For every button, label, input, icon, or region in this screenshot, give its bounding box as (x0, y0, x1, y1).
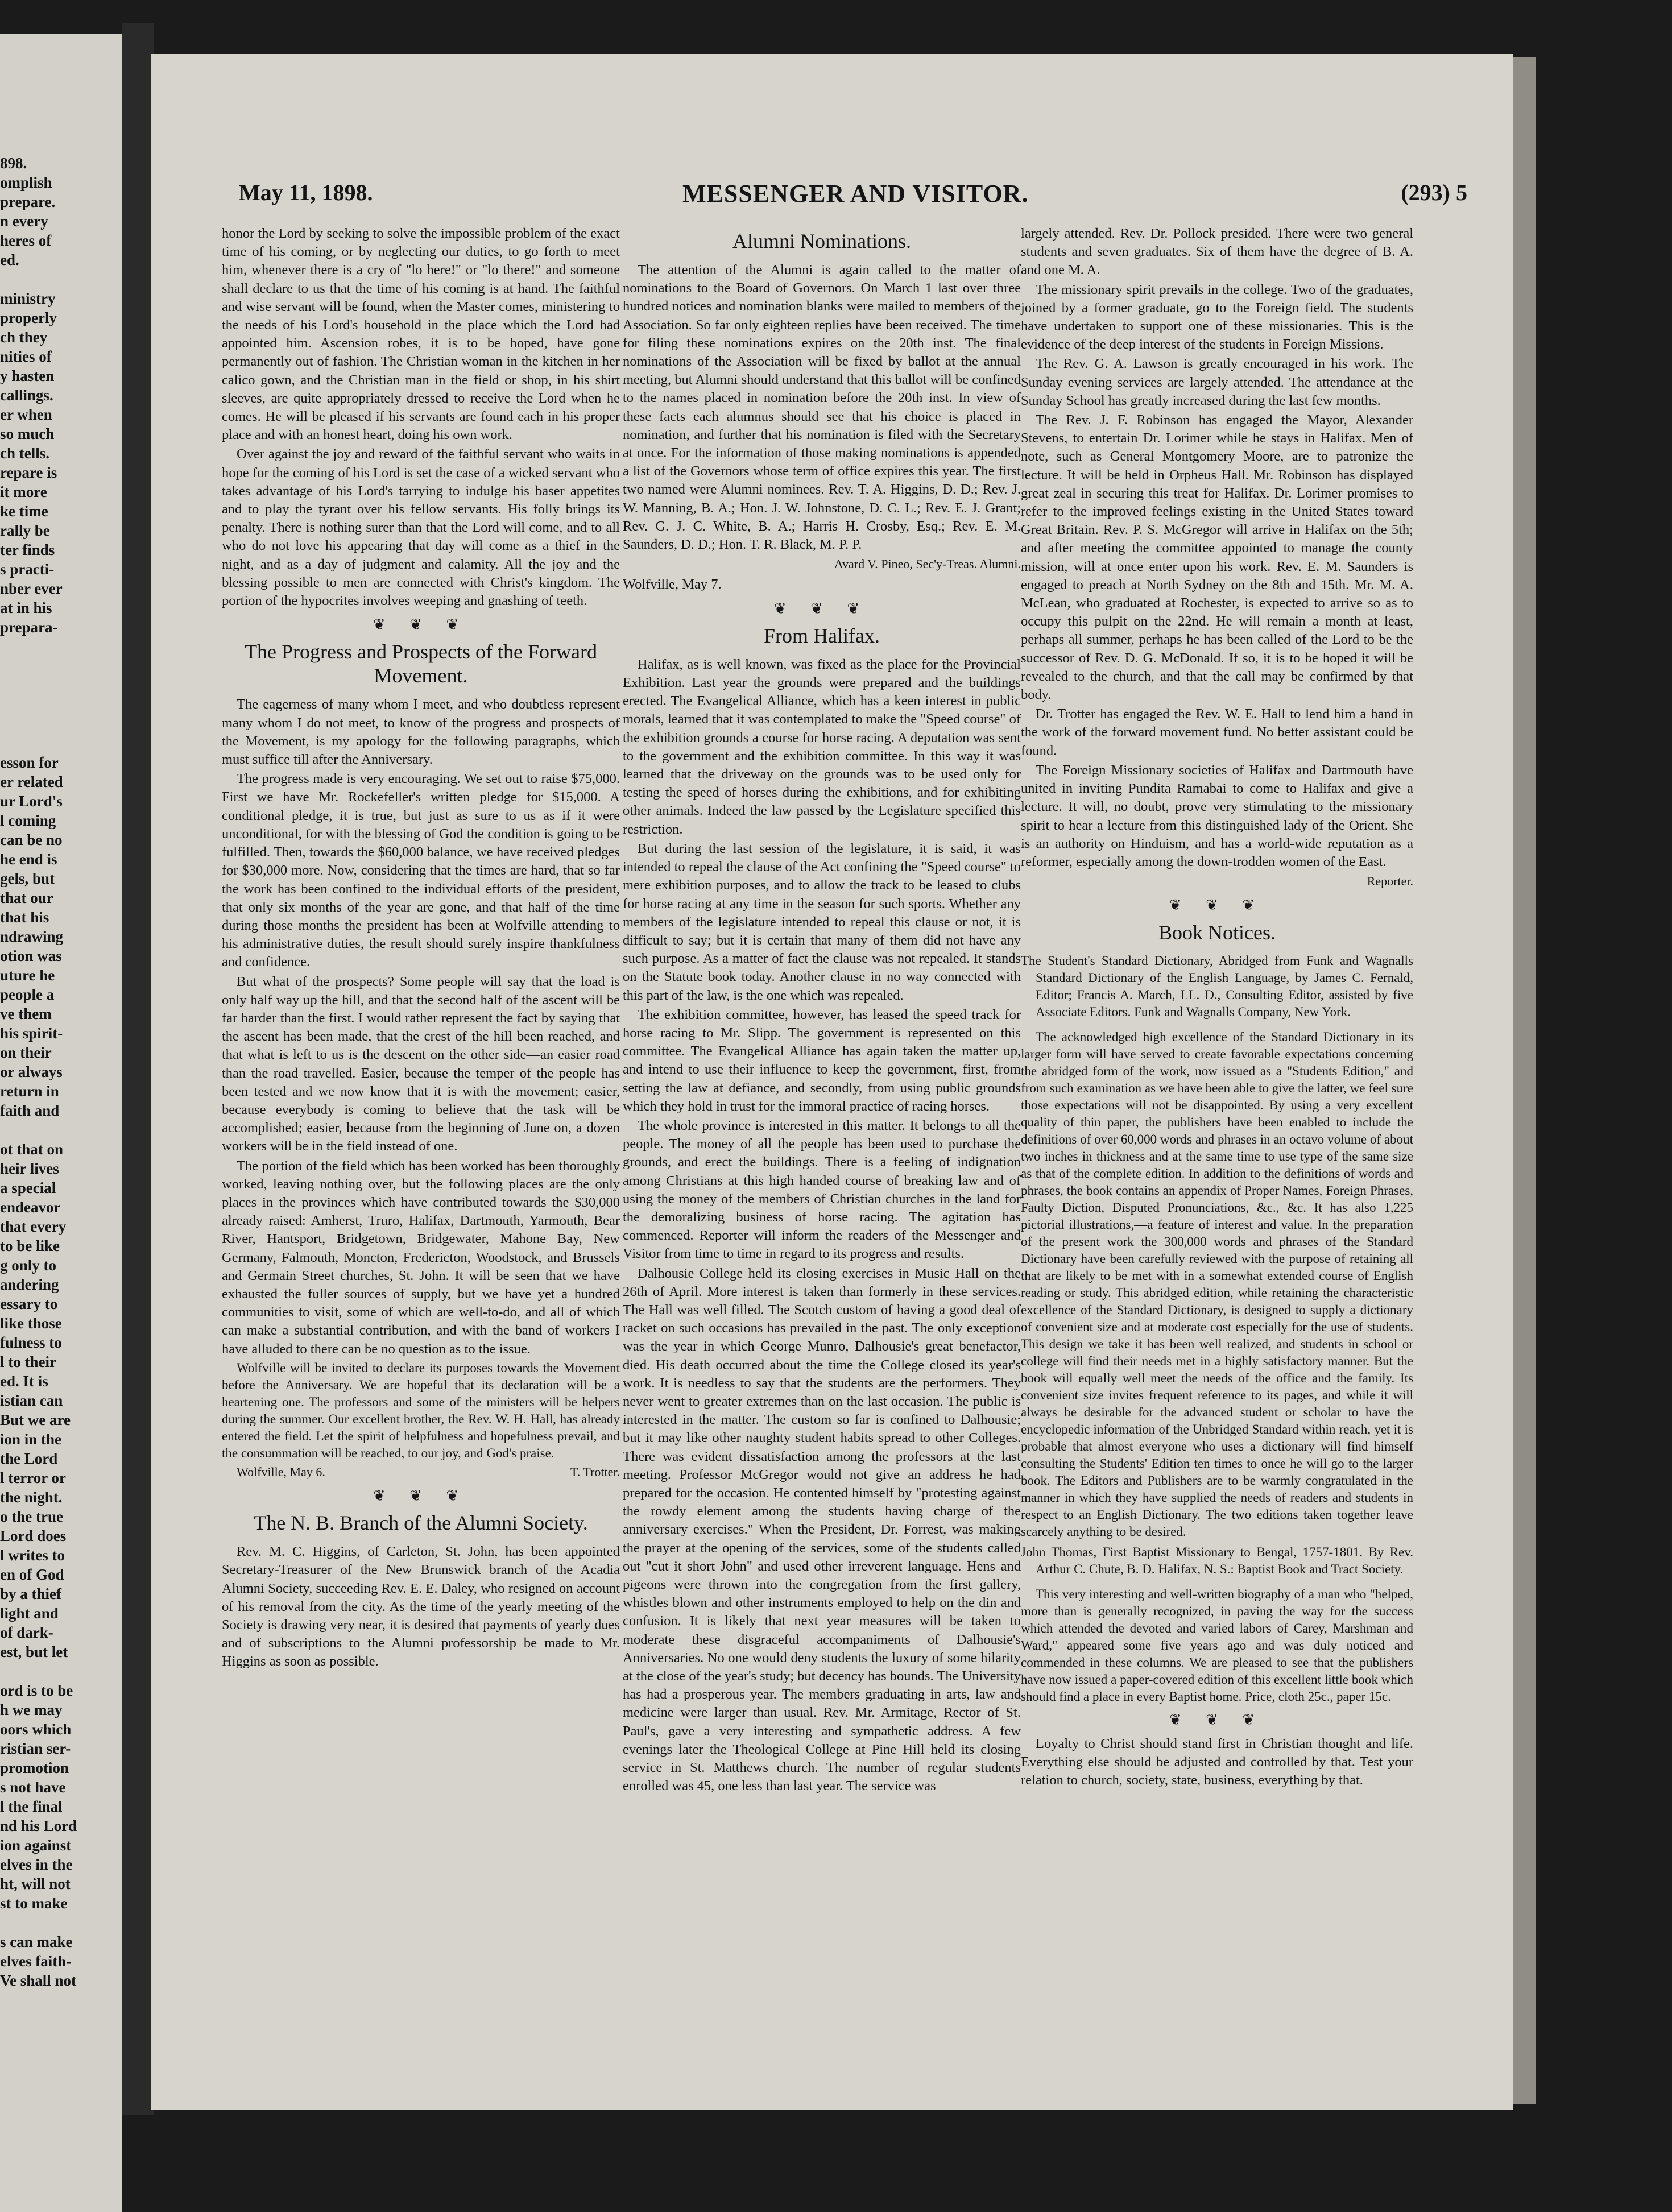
left-page-line: that his (0, 909, 49, 926)
left-page-line: g only to (0, 1257, 57, 1274)
left-page-line: ion against (0, 1837, 72, 1854)
left-page-line: l to their (0, 1353, 56, 1370)
article-signature: Reporter. (1367, 874, 1413, 889)
left-page-line: est, but let (0, 1643, 68, 1660)
left-page-line: s not have (0, 1779, 66, 1796)
article-paragraph: But what of the prospects? Some people will say that the load is only half way up the hill, and that the second half of the ascent will be far harder than the first. I would rather represent the fact by saying that the ascent has been made, that the crest of the hill been reached, and that what is left to us is the descent on the other side—an easier road than the road travelled. Easier, because the temper of the people has been tested and we now know that it is with the movement; easier, because everybody is coming to believe that the task will be accomplished; easier, because from the beginning of June on, a dozen workers will be in the field instead of one. (222, 974, 620, 1154)
left-page-line: ur Lord's (0, 793, 63, 810)
left-page-line (0, 1662, 122, 1681)
left-page-line: l the final (0, 1798, 63, 1815)
signature-place: Wolfville, May 7. (623, 577, 722, 593)
left-page-line: heres of (0, 232, 52, 249)
left-page-line: st to make (0, 1895, 68, 1912)
left-page-line: prepara- (0, 619, 58, 636)
newspaper-page (151, 54, 1513, 2110)
book-gutter (122, 23, 154, 2115)
article-paragraph: largely attended. Rev. Dr. Pollock presided. There were two general students and seven graduates. Six of them have the degree of B. A. and one M. A. (1021, 226, 1413, 278)
article-heading-halifax: From Halifax. (764, 624, 880, 647)
left-page-line: But we are (0, 1411, 71, 1428)
left-page-line: ord is to be (0, 1682, 73, 1699)
article-paragraph: The Rev. J. F. Robinson has engaged the Mayor, Alexander Stevens, to entertain Dr. Lorimer while he stays in Halifax. Men of note, such as General Montgomery Moore, are to patronize the lecture. It will be held in Orpheus Hall. Mr. Robinson has displayed great zeal in securing this treat for Halifax. Dr. Lorimer promises to refer to the improved feelings existing in the United States toward Great Britain. Rev. P. S. McGregor will arrive in Halifax on the 5th; and after meeting the committee appointed to manage the county mission, will at once enter upon his work. Rev. E. M. Saunders is engaged to preach at North Sydney on the 8th and 15th. Mr. M. A. McLean, who graduated at Rochester, is expected to arrive so as to occupy this pulpit on the 22nd. He will remain a month at least, perhaps all summer, perhaps he has been called of the Lord to be the successor of Rev. D. G. McDonald. If so, it is to be hoped it will be revealed to the church, and that the call may be confirmed by that body. (1021, 412, 1413, 703)
left-page-line: ion in the (0, 1431, 62, 1448)
left-page-line: uture he (0, 967, 55, 984)
section-ornament: ❦ ❦ ❦ (1169, 1711, 1265, 1728)
article-heading-forward-movement: The Progress and Prospects of the Forward Movement. (245, 640, 597, 687)
left-page-line: promotion (0, 1759, 69, 1776)
left-page-line: or always (0, 1063, 63, 1080)
left-page-line (0, 270, 122, 289)
left-page-line: istian can (0, 1392, 63, 1409)
article-paragraph: The Rev. G. A. Lawson is greatly encouraged in his work. The Sunday evening services are largely attended. The attendance at the Sunday School has greatly increased during the last few months. (1021, 356, 1413, 408)
left-page-line: nber ever (0, 580, 63, 597)
left-page-line: to be like (0, 1237, 60, 1254)
section-ornament: ❦ ❦ ❦ (1169, 897, 1265, 914)
page-edge (1513, 57, 1536, 2104)
left-page-line: o the true (0, 1508, 63, 1525)
left-page-line: that our (0, 889, 53, 906)
masthead-title: MESSENGER AND VISITOR. (682, 180, 1029, 208)
left-page-line: he end is (0, 851, 57, 868)
left-page-line: repare is (0, 464, 57, 481)
left-page-line: at in his (0, 599, 52, 616)
book-title-entry: John Thomas, First Baptist Missionary to Bengal, 1757-1801. By Rev. Arthur C. Chute, B. D. Halifax, N. S.: Baptist Book and Tract Society. (1021, 1544, 1413, 1576)
left-page-line: ndrawing (0, 928, 64, 945)
article-paragraph: The eagerness of many whom I meet, and who doubtless represent many whom I do not meet, to know of the progress and prospects of the Movement, is my apology for the following paragraphs, which must suffice till after the Anniversary. (222, 697, 620, 768)
article-paragraph: The acknowledged high excellence of the Standard Dictionary in its larger form will have served to create favorable expectations concerning the abridged form of the work, now issued as a "Students Edition," and from such examination as we have been able to give the latter, we feel sure those expectations will not be disappointed. By using a very excellent quality of thin paper, the publishers have been enabled to include the definitions of over 60,000 words and phrases in an octavo volume of about two inches in thickness and at the same time to use type of the same size as that of the complete edition. In addition to the definitions of words and phrases, the book contains an appendix of Proper Names, Foreign Phrases, Faulty Diction, Disputed Pronunciations, &c., &c. It has also 1,225 pictorial illustrations,—a feature of interest and value. In the preparation of the present work the 300,000 words and phrases of the Standard Dictionary have been carefully reviewed with the purpose of retaining all that are likely to be met with in a somewhat extended course of English reading or study. This abridged edition, while retaining the characteristic excellence of the Standard Dictionary, is designed to supply a dictionary of convenient size and at moderate cost especially for the use of students. This design we take it has been well realized, and students in school or college will find their needs met in a highly satisfactory manner. But the book will equally well meet the needs of the office and the family. Its convenient size invites frequent reference to its pages, and while it will always be desirable for the advanced student or scholar to have the encyclopedic information of the Unbridged Standard within reach, yet it is probable that almost everyone who uses a dictionary will find himself consulting the Students' Edition ten times to once he will go to the larger book. The Editors and Publishers are to be warmly congratulated in the manner in which they have supplied the needs of readers and students in respect to an English Dictionary. The two editions taken together leave scarcely anything to be desired. (1021, 1029, 1413, 1539)
left-page-line: by a thief (0, 1585, 61, 1602)
page-header (239, 179, 1467, 219)
article-paragraph: The missionary spirit prevails in the college. Two of the graduates, joined by a former graduate, go to the Foreign field. The students have undertaken to support one of these missionaries. This is the evidence of the deep interest of the students in Foreign Missions. (1021, 281, 1413, 353)
left-page-line: of dark- (0, 1624, 53, 1641)
left-page-line: er when (0, 406, 52, 423)
article-paragraph: The attention of the Alumni is again called to the matter of nominations to the Board of Governors. On March 1 last over three hundred notices and nomination blanks were mailed to members of the Association. So far only eighteen replies have been received. The time for filing these nominations expires on the 20th inst. The final nominations of the Association will be fixed by ballot at the annual meeting, but Alumni should understand that this ballot will be confined to the names placed in nomination before the 20th inst. In view of these facts each alumnus should see that his choice is placed in nomination, and further that his nomination is filed with the Secretary at once. For the information of those making nominations is appended a list of the Governors whose term of office expires this year. The first two named were Alumni nominees. Rev. T. A. Higgins, D. D.; Rev. J. W. Manning, B. A.; Hon. J. W. Johnstone, D. C. L.; Rev. E. J. Grant; Rev. G. J. C. White, B. A.; Harris H. Crosby, Esq.; Rev. E. M. Saunders, D. D.; Hon. T. R. Black, M. P. P. (623, 262, 1021, 553)
left-page-line: so much (0, 425, 55, 442)
article-paragraph: This very interesting and well-written biography of a man who "helped, more than is generally recognized, in paving the way for the success which attended the devoted and varied labors of Carey, Marshman and Ward," appeared some five years ago and was duly noticed and commended in these columns. We are pleased to see that the publishers have now issued a paper-covered edition of this excellent little book which should find a place in every Baptist home. Price, cloth 25c., paper 15c. (1021, 1586, 1413, 1704)
article-paragraph: Dr. Trotter has engaged the Rev. W. E. Hall to lend him a hand in the work of the forward movement fund. No better assistant could be found. (1021, 706, 1413, 759)
article-paragraph: Over against the joy and reward of the faithful servant who waits in hope for the coming of his Lord is set the case of a wicked servant who takes advantage of his Lord's tarrying to indulge his baser appetites and to play the tyrant over his fellow servants. His folly brings its penalty. There is nothing surer than that the Lord will come, and to all who do not love his appearing that day will come as a thief in the night, and as a day of judgment and calamity. All the joy and the blessing possible to men are connected with Christ's kingdom. The portion of the hypocrites involves weeping and gnashing of teeth. (222, 446, 620, 609)
left-page-line: nities of (0, 348, 52, 365)
left-page-line: properly (0, 309, 57, 326)
left-page-line: gels, but (0, 870, 55, 887)
column-3 (1021, 225, 1413, 1791)
left-page-line: oors which (0, 1721, 72, 1738)
left-page-line: callings. (0, 387, 53, 404)
left-page-line: ministry (0, 290, 56, 307)
left-page-line (0, 1913, 122, 1932)
article-signature (222, 1463, 620, 1481)
left-page-line: 898. (0, 155, 27, 172)
article-paragraph: Rev. M. C. Higgins, of Carleton, St. John, has been appointed Secretary-Treasurer of the New Brunswick branch of the Acadia Alumni Society, succeeding Rev. E. E. Daley, who resigned on account of his removal from the city. As the time of the yearly meeting of the Society is drawing very near, it is desired that payments of yearly dues and of subscriptions to the Alumni professorship be made to Mr. Higgins as soon as possible. (222, 1544, 620, 1670)
left-page-line: rally be (0, 522, 50, 539)
left-page-line: Lord does (0, 1527, 67, 1544)
left-page-line: can be no (0, 831, 63, 848)
left-page-line (0, 1120, 122, 1140)
left-page-line: faith and (0, 1102, 60, 1119)
left-page-line: l writes to (0, 1547, 65, 1564)
left-page-line: light and (0, 1605, 59, 1622)
left-page-line (0, 637, 122, 656)
article-paragraph: The Foreign Missionary societies of Halifax and Dartmouth have united in inviting Pundita Ramabai to come to Halifax and give a lecture. It will, no doubt, prove very stimulating to the missionary spirit to hear a lecture from this distinguished lady of the Orient. She is an authority on Hinduism, and has a world-wide reputation as a reformer, especially among the down-trodden women of the East. (1021, 762, 1413, 869)
left-page-line (0, 695, 122, 714)
left-page-line: esson for (0, 754, 59, 771)
article-paragraph: The portion of the field which has been worked has been thoroughly worked, leaving nothing over, but the following places are the only places in the provinces which have contributed towards the $30,000 already raised: Amherst, Truro, Halifax, Dartmouth, Yarmouth, Bear River, Hantsport, Bridgetown, Bridgewater, Mahone Bay, New Germany, Falmouth, Moncton, Fredericton, Woodstock, and Brussels and Germain Street churches, St. John. It will be seen that we have exhausted the fuller sources of supply, but we have yet a hundred communities to visit, some of which are well-to-do, and all of which can make a substantial contribution, and with the band of workers I have alluded to there can be no question as to the issue. (222, 1158, 620, 1357)
article-paragraph: Halifax, as is well known, was fixed as the place for the Provincial Exhibition. Last year the grounds were prepared and the buildings erected. The Evangelical Alliance, which has a keen interest in public morals, learned that it was contemplated to make the "Speed course" of the exhibition grounds a course for horse racing. A deputation was sent to the government and the exhibition committee. In this way it was learned that the driveway on the grounds was to be used only for testing the speed of horses during the exhibitions, and for exhibiting other animals. Indeed the law passed by the Legislature specified this restriction. (623, 656, 1021, 837)
article-paragraph: The progress made is very encouraging. We set out to raise $75,000. First we have Mr. Rockefeller's written pledge for $15,000. A conditional pledge, it is true, but just as sure to us as if it were unconditional, for with the blessing of God the condition is going to be fulfilled. Then, towards the $60,000 balance, we have received pledges for $30,000 more. Now, considering that the times are hard, that so far the work has been confined to the individual efforts of the president, that only six months of the year are gone, and that half of the time during those months the president has been at Wolfville attending to his administrative duties, the result should surely inspire thankfulness and confidence. (222, 771, 620, 970)
left-page-line: endeavor (0, 1199, 61, 1216)
left-page-line: the night. (0, 1489, 63, 1506)
left-page-line: return in (0, 1083, 59, 1100)
left-page-line: essary to (0, 1295, 58, 1312)
section-ornament: ❦ ❦ ❦ (373, 1487, 469, 1504)
article-paragraph: But during the last session of the legislature, it is said, it was intended to repeal the clause of the Act confining the "Speed course" to mere exhibition purposes, and to allow the track to be leased to clubs for horse racing at any time in the season for such sports. Whether any members of the legislature intended to repeal this clause or not, it is difficult to say; but it is certain that many of them did not have any such purpose. As a matter of fact the clause was not repealed. It stands on the Statute book today. Another clause in no way connected with this part of the law, is the one which was repealed. (623, 840, 1021, 1003)
left-page-line: ve them (0, 1005, 52, 1022)
left-page-line: Ve shall not (0, 1972, 77, 1989)
article-paragraph: Dalhousie College held its closing exercises in Music Hall on the 26th of April. More interest is taken than formerly in these services. The Hall was well filled. The Scotch custom of having a good deal of racket on such occasions has prevailed in the past. The only exception was the year in which George Munro, Dalhousie's great benefactor, died. His death occurred about the time the College closed its year's work. It is needless to say that the students are the performers. They never went to greater extremes than on the last occasion. The public is interested in the matter. The custom so far is confined to Dalhousie; but it may like other naughty student habits spread to other Colleges. There was evident dissatisfaction among the professors at the last meeting. Professor McGregor would not give an address he had prepared for the occasion. He contented himself by "protesting against the rowdy element among the students having charge of the anniversary exercises." When the President, Dr. Forrest, was making the prayer at the opening of the services, some of the students called out "cut it short John" and used other irreverent language. Hens and pigeons were thrown into the congregation from the first gallery, whistles blown and other instruments employed to help on the din and confusion. It is likely that next year measures will be taken to moderate these disgraceful accompaniments of Dalhousie's Anniversaries. No one would deny students the luxury of some hilarity at the close of the year's study; but decency has bounds. The University has had a prosperous year. The members graduating in arts, law and medicine were larger than usual. Rev. Mr. Armitage, Rector of St. Paul's, gave a very interesting and sympathetic address. A few evenings later the Theological College at Pine Hill held its closing service in St. Matthews church. The number of regular students enrolled was 45, one less than last year. The service was (623, 1265, 1021, 1794)
left-page-line: ke time (0, 503, 48, 520)
left-page-line: ch they (0, 329, 48, 346)
left-page-line: s can make (0, 1933, 73, 1950)
left-page-line: ter finds (0, 541, 55, 558)
article-heading-book-notices: Book Notices. (1158, 921, 1276, 944)
left-page-line: his spirit- (0, 1025, 63, 1042)
left-page-line: a special (0, 1179, 56, 1196)
column-1 (222, 225, 620, 1672)
left-page-line: ed. It is (0, 1373, 48, 1390)
article-paragraph: The whole province is interested in this matter. It belongs to all the people. The money of all the people has been used to purchase the grounds, and erect the buildings. There is a feeling of indignation among Christians at this high handed course of breaking law and of using the money of the members of Christian churches in the land for the demoralizing business of horse racing. The agitation has commenced. Reporter will inform the readers of the Messenger and Visitor from time to time in regard to its progress and results. (623, 1117, 1021, 1262)
left-page-line: the Lord (0, 1450, 58, 1467)
column-2 (623, 225, 1021, 1796)
left-page-line (0, 656, 122, 676)
left-page-line: ch tells. (0, 445, 49, 462)
left-page-line: er related (0, 773, 63, 790)
left-page-line: andering (0, 1276, 59, 1293)
signature-place: Wolfville, May 6. (237, 1464, 325, 1479)
left-page-line: otion was (0, 947, 62, 964)
signature-name: T. Trotter. (570, 1464, 620, 1479)
issue-date: May 11, 1898. (239, 180, 373, 205)
left-page-line: elves in the (0, 1856, 73, 1873)
left-page-line (0, 676, 122, 695)
article-signature: Avard V. Pineo, Sec'y-Treas. Alumni. (834, 557, 1021, 571)
left-page-line: l coming (0, 812, 56, 829)
article-heading-alumni: Alumni Nominations. (732, 230, 911, 252)
section-ornament: ❦ ❦ ❦ (373, 616, 469, 633)
left-page-line: y hasten (0, 367, 55, 384)
left-page-line: ed. (0, 251, 19, 268)
left-page-line: l terror or (0, 1469, 66, 1486)
article-heading-nb-branch: The N. B. Branch of the Alumni Society. (254, 1511, 588, 1535)
left-page-fragment (0, 34, 122, 2212)
left-page-line: n every (0, 213, 48, 230)
left-page-line: en of God (0, 1566, 64, 1583)
left-page-line: it more (0, 483, 47, 500)
page-number: (293) 5 (1401, 180, 1467, 205)
left-page-line: ht, will not (0, 1875, 71, 1892)
left-page-line: ot that on (0, 1141, 64, 1158)
left-page-line: elves faith- (0, 1953, 72, 1970)
left-page-line: h we may (0, 1701, 63, 1718)
left-page-line: prepare. (0, 193, 56, 210)
left-page-line: s practi- (0, 561, 55, 578)
article-paragraph: The exhibition committee, however, has leased the speed track for horse racing to Mr. Slipp. The government is represented on this committee. The Evangelical Alliance has again taken the matter up, and intend to use their influence to keep the government, first, from setting the law at defiance, and secondly, from using public grounds which they hold in trust for the immoral practice of racing horses. (623, 1006, 1021, 1114)
left-page-line: heir lives (0, 1160, 59, 1177)
book-title-entry: The Student's Standard Dictionary, Abridged from Funk and Wagnalls Standard Dictionary of the English Language, by James C. Fernald, Editor; Francis A. March, LL. D., Consulting Editor, assisted by five Associate Editors. Funk and Wagnalls Company, New York. (1021, 953, 1413, 1019)
section-ornament: ❦ ❦ ❦ (773, 600, 870, 617)
article-paragraph: Wolfville will be invited to declare its purposes towards the Movement before the Anniversary. We are hopeful that its declaration will be a heartening one. The professors and some of the ministers will be helpers during the summer. Our excellent brother, the Rev. W. H. Hall, has already entered the field. Let the spirit of helpfulness and hopefulness prevail, and the consummation will be reached, to our joy, and God's praise. (222, 1360, 620, 1460)
article-paragraph: Loyalty to Christ should stand first in Christian thought and life. Everything else should be adjusted and controlled by that. Test your relation to church, society, state, business, everything by that. (1021, 1735, 1413, 1788)
left-page-line: nd his Lord (0, 1817, 77, 1834)
left-page-line: on their (0, 1044, 52, 1061)
left-page-line: ristian ser- (0, 1740, 71, 1757)
left-page-line (0, 714, 122, 734)
left-page-line: people a (0, 986, 55, 1003)
left-page-line (0, 734, 122, 753)
article-paragraph: honor the Lord by seeking to solve the impossible problem of the exact time of his coming, or by neglecting our duties, to go forth to meet him, whenever there is a cry of "lo here!" or "lo there!" and someone shall declare to us that the time of his coming is at hand. The faithful and wise servant will be found, when the Master comes, ministering to the needs of his Lord's household in the place which the Lord had appointed him. Ascension robes, it is to be hoped, have gone permanently out of fashion. The Christian woman in the kitchen in her calico gown, and the Christian man in the field or shop, in his shirt sleeves, are quite appropriately dressed to receive the Lord when he comes. He will be pleased if his servants are found each in his proper place and with an honest heart, doing his own work. (222, 226, 620, 443)
left-page-line: omplish (0, 174, 52, 191)
left-page-line: that every (0, 1218, 67, 1235)
left-page-line: like those (0, 1315, 62, 1332)
left-page-line: fulness to (0, 1334, 62, 1351)
